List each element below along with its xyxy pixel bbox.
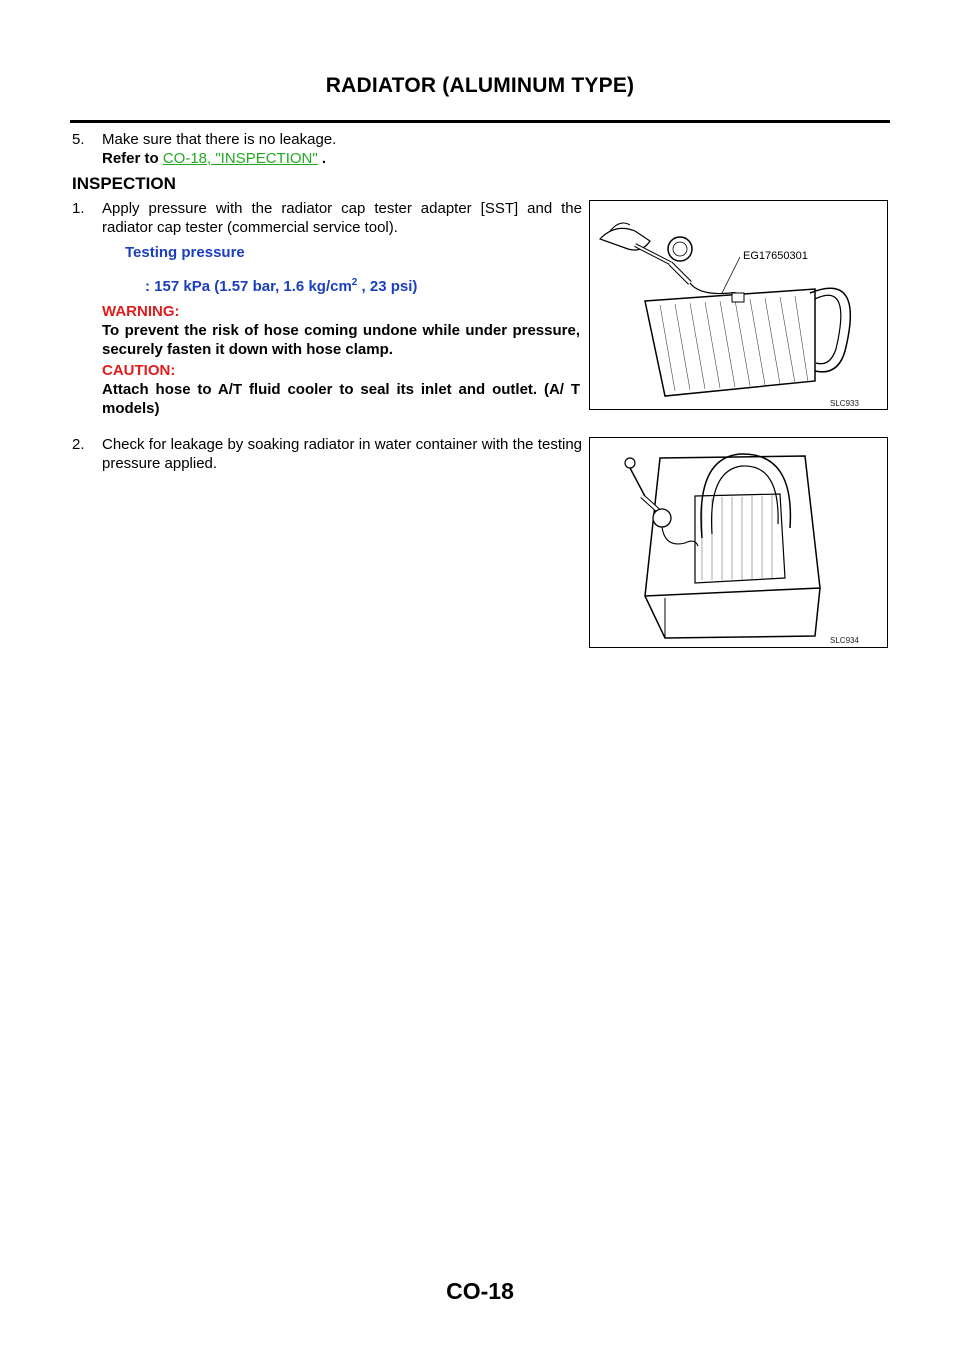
inspection-reference-link[interactable]: CO-18, "INSPECTION": [162, 150, 318, 167]
header-rule: [70, 120, 890, 123]
figure-code: SLC934: [830, 636, 859, 645]
figure-radiator-water-container: [589, 437, 888, 648]
spec-value: [145, 273, 417, 296]
refer-line: [102, 149, 326, 168]
spec-value-rest: , 23 psi): [357, 278, 418, 295]
page-number: CO-18: [446, 1278, 514, 1304]
step-number: 5.: [72, 131, 85, 148]
warning-heading: WARNING:: [102, 303, 180, 320]
step-1: [72, 199, 582, 237]
caution-text: Attach hose to A/T fluid cooler to seal its inlet and outlet. (A/ T models): [102, 381, 580, 417]
step-text: Apply pressure with the radiator cap tester adapter [SST] and the radiator cap tester (commercial service tool).: [102, 200, 582, 236]
step-number: 2.: [72, 436, 85, 453]
spec-label: Testing pressure: [125, 244, 245, 261]
radiator-cap-tester-illustration: [590, 201, 887, 408]
caution-heading: CAUTION:: [102, 362, 176, 379]
figure-code: SLC933: [830, 399, 859, 408]
refer-suffix: .: [317, 150, 327, 167]
spec-value-superscript: 2: [351, 277, 358, 288]
section-heading-inspection: INSPECTION: [72, 174, 176, 193]
step-2: [72, 435, 582, 473]
figure-radiator-cap-tester: [589, 200, 888, 410]
step-text: Make sure that there is no leakage.: [102, 131, 337, 148]
spec-value-main: : 157 kPa (1.57 bar, 1.6 kg/cm: [145, 278, 352, 295]
step-text: Check for leakage by soaking radiator in water container with the testing pressure applied.: [102, 436, 582, 472]
figure-callout-label: EG17650301: [743, 250, 808, 262]
page-header-title: RADIATOR (ALUMINUM TYPE): [325, 74, 635, 97]
warning-text: To prevent the risk of hose coming undone while under pressure, securely fasten it down with hose clamp.: [102, 322, 580, 358]
refer-prefix: Refer to: [102, 150, 163, 167]
step-number: 1.: [72, 200, 85, 217]
radiator-water-container-illustration: [590, 438, 887, 646]
